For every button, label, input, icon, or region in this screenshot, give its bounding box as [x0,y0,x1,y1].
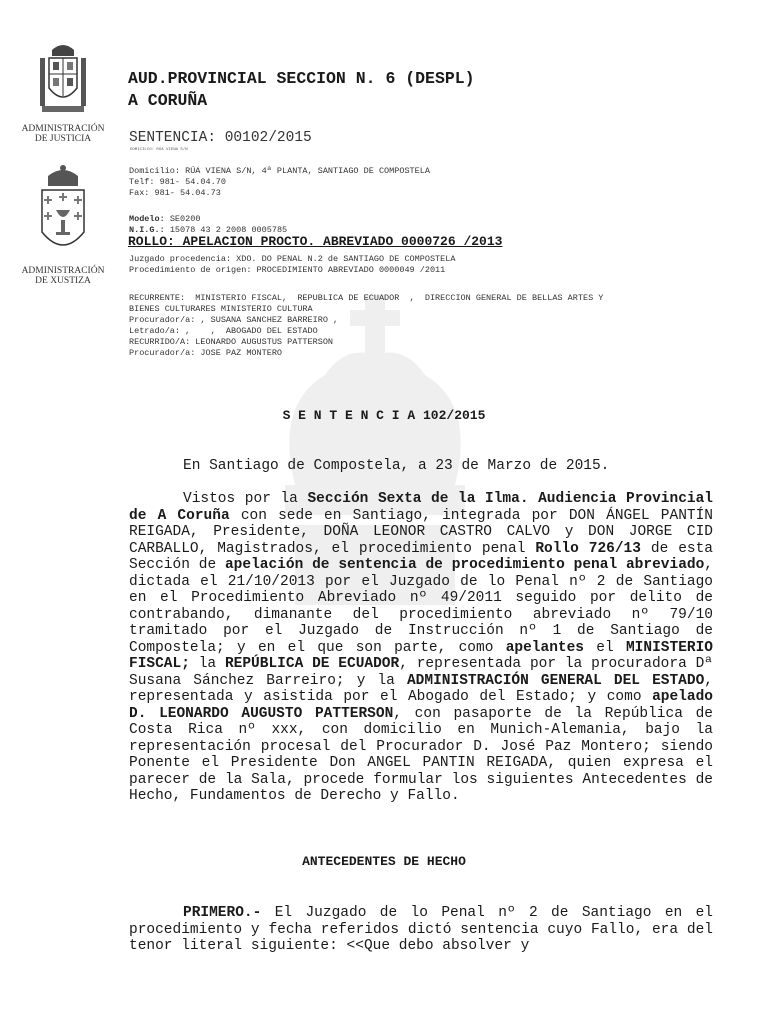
address-domicilio: Domicilio: RÚA VIENA S/N, 4ª PLANTA, SANTIAGO DE COMPOSTELA [129,166,430,176]
court-line-2: A CORUÑA [128,91,208,110]
case-ids [129,214,287,236]
address-block [129,166,430,199]
xustiza-caption: ADMINISTRACIÓN DE XUSTIZA [21,266,105,286]
party-line: RECURRENTE: MINISTERIO FISCAL, REPUBLICA DE ECUADOR , DIRECCION GENERAL DE BELLAS ARTES Y [129,293,604,303]
rollo-title: ROLLO: APELACION PROCTO. ABREVIADO 0000726 /2013 [128,234,503,249]
vistos-segment: la [189,656,225,672]
vistos-bold-segment: REPÚBLICA DE ECUADOR [224,656,400,672]
modelo-label: Modelo: [129,214,165,224]
vistos-bold-segment: apelación de sentencia de procedimiento penal abreviado [224,557,705,573]
court-line-1: AUD.PROVINCIAL SECCION N. 6 (DESPL) [128,69,475,88]
nig-value: 15078 43 2 2008 0005785 [169,225,288,235]
vistos-text [129,491,713,805]
galicia-coat-of-arms-icon [34,162,92,260]
sentencia-number: SENTENCIA: 00102/2015 [129,130,312,146]
vistos-segment: , con pasaporte de la República de Costa Rica nº xxx, con domicilio en Munich-Alemania, bajo la representación procesal del Procurador D. José Paz Montero; siendo Ponente el Presidente Don ANGEL PANTIN REIGADA, quien expresa el parecer de la Sala, procede formular los siguientes Antecedentes de Hecho, Fundamentos de Derecho y Fallo. [129,705,713,804]
tiny-line: DOMICILIO: RÚA VIENA S/N [130,148,188,152]
address-fax: Fax: 981- 54.04.73 [129,188,221,198]
justicia-caption: ADMINISTRACIÓN DE JUSTICIA [21,124,105,144]
procedimiento-origen: Procedimiento de origen: PROCEDIMIENTO ABREVIADO 0000049 /2011 [129,265,446,275]
spain-coat-of-arms-icon [38,40,88,118]
vistos-bold-segment: Sección Sexta de la Ilma. Audiencia Provincial de A Coruña [129,491,714,524]
party-line: Procurador/a: , SUSANA SANCHEZ BARREIRO , [129,315,339,325]
vistos-segment: , representada y asistida por el Abogado del Estado; y como [129,672,713,705]
primero-label: PRIMERO.- [183,905,262,921]
procedencia-block [129,254,455,276]
sentencia-title-spaced: S E N T E N C I A [282,408,416,423]
juzgado-procedencia: Juzgado procedencia: XDO. DO PENAL N.2 de SANTIAGO DE COMPOSTELA [129,254,456,264]
parties-block [129,293,603,359]
primero-text: El Juzgado de lo Penal nº 2 de Santiago en el procedimiento y fecha referidos dictó sentencia cuyo Fallo, era del tenor literal siguiente: <<Que debo absolver y [129,905,713,954]
vistos-bold-segment: ADMINISTRACIÓN GENERAL DEL ESTADO [406,672,705,689]
vistos-bold-segment: MINISTERIO FISCAL; [129,639,713,672]
primero-paragraph [129,905,713,955]
modelo-value: SE0200 [169,214,201,224]
nig-label: N.I.G.: [129,225,165,235]
sentencia-title-number: 102/2015 [423,408,486,423]
vistos-segment: , dictada el 21/10/2013 por el Juzgado de lo Penal nº 2 de Santiago en el Procedimiento Abreviado nº 49/2011 seguido por delito de contrabando, dimanante del procedimiento abreviado nº 79/10 tramitado por el Juzgado de Instrucción nº 1 de Santiago de Compostela; y en el que son parte, como [129,557,713,656]
vistos-segment: de esta Sección de [129,540,714,573]
party-line: Procurador/a: JOSE PAZ MONTERO [129,348,283,358]
antecedentes-title: ANTECEDENTES DE HECHO [302,854,466,869]
party-line: BIENES CULTURARES MINISTERIO CULTURA [129,304,313,314]
vistos-segment: el [584,639,626,656]
vistos-segment: con sede en Santiago, integrada por DON ÁNGEL PANTÍN REIGADA, Presidente, DOÑA LEONOR CASTRO CALVO y DON JORGE CID CARBALLO, Magistrados, el procedimiento penal [129,507,713,557]
vistos-paragraph [129,491,713,805]
date-line-block [129,458,713,475]
address-telf: Telf: 981- 54.04.70 [129,177,226,187]
vistos-bold-segment: apelado D. LEONARDO AUGUSTO PATTERSON [129,689,713,722]
vistos-bold-segment: Rollo 726/13 [535,540,641,557]
party-line: RECURRIDO/A: LEONARDO AUGUSTUS PATTERSON [129,337,334,347]
sentencia-title [0,408,768,423]
vistos-segment: , representada por la procuradora Dª Susana Sánchez Barreiro; y la [129,656,713,689]
date-line: En Santiago de Compostela, a 23 de Marzo de 2015. [183,458,610,474]
court-name [128,68,475,112]
vistos-bold-segment: apelantes [505,639,585,656]
party-line: Letrado/a: , , ABOGADO DEL ESTADO [129,326,318,336]
vistos-segment: Vistos por la [183,491,308,507]
